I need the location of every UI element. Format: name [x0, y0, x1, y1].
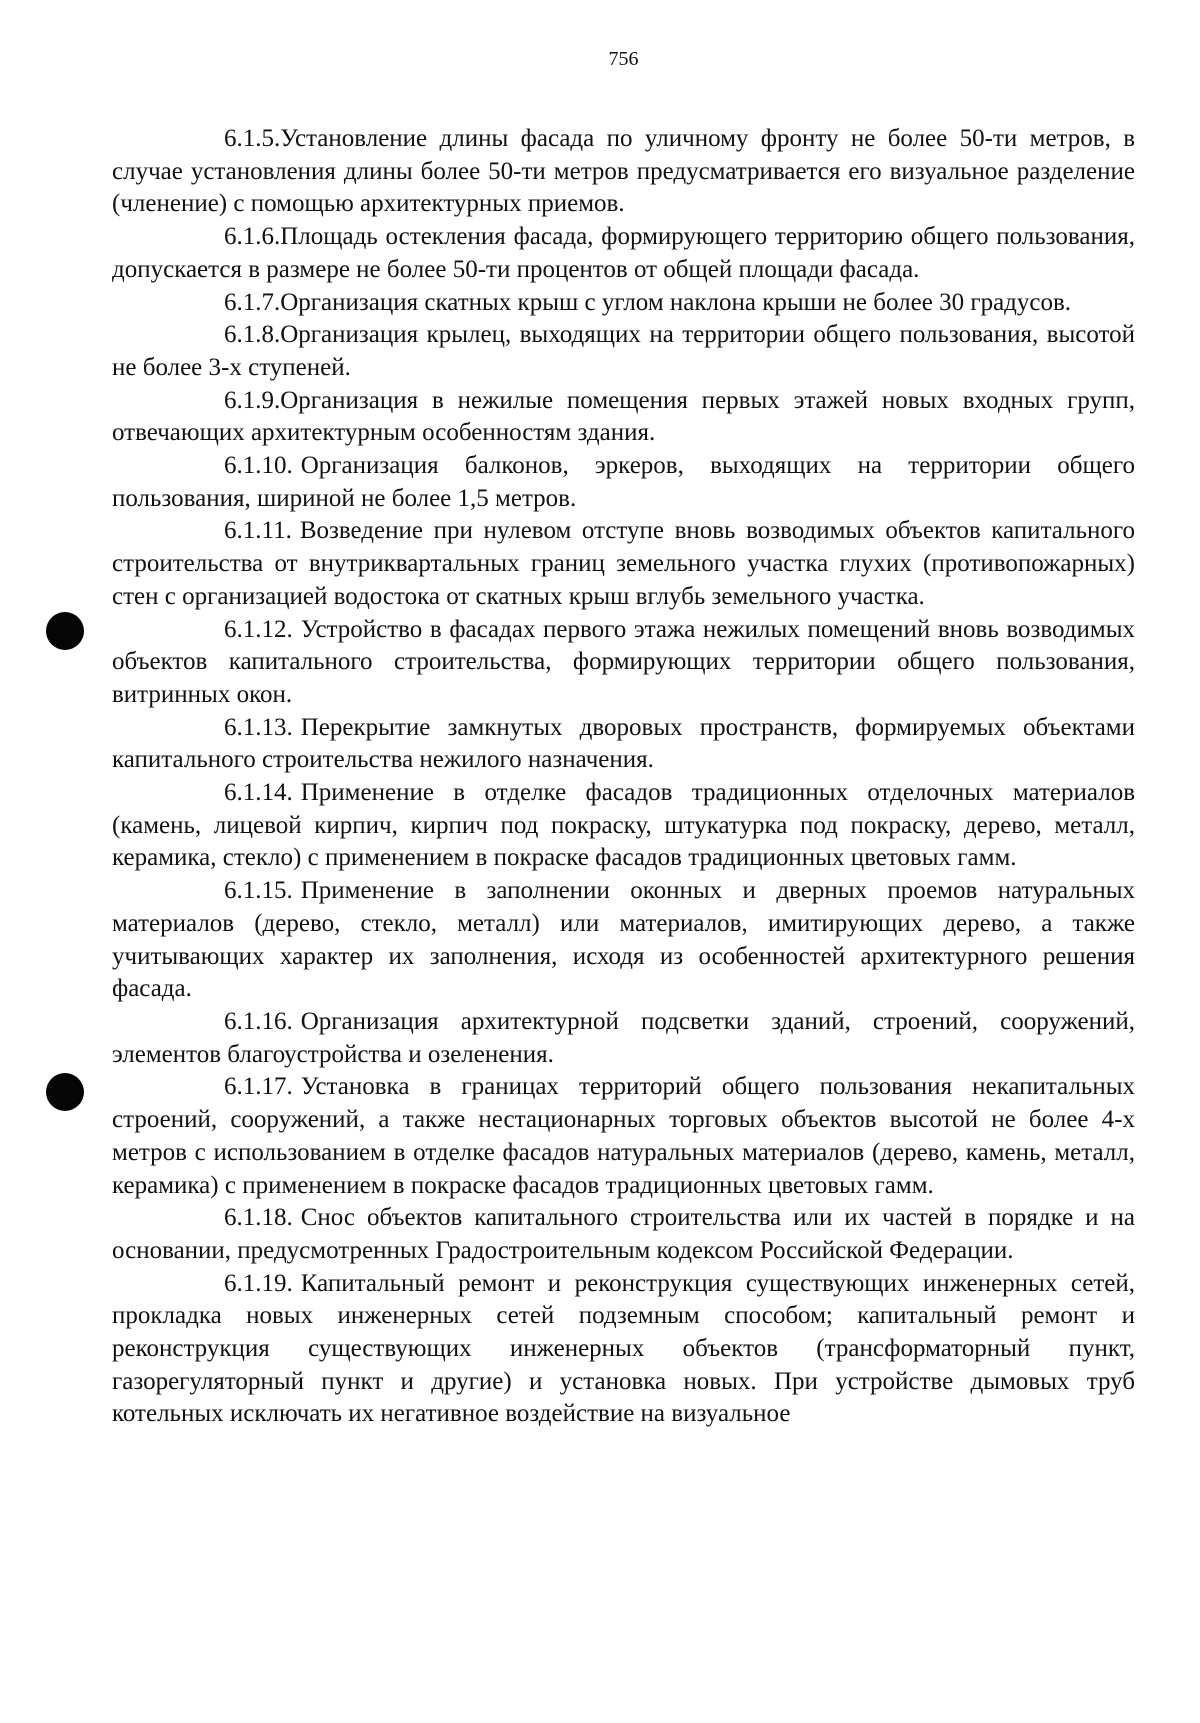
clause-text: Организация балконов, эркеров, выходящих на территории общего пользования, шириной не более 1,5 метров.: [112, 452, 1135, 512]
clause-text: Площадь остекления фасада, формирующего территорию общего пользования, допускается в размере не более 50-ти процентов от общей площади фасада.: [112, 223, 1135, 283]
clause-text: Возведение при нулевом отступе вновь возводимых объектов капитального строительства от внутриквартальных границ земельного участка глухих (противопожарных) стен с организацией водостока от скатных крыш вглубь земельного участка.: [112, 517, 1135, 610]
clause-6-1-6: [112, 221, 1135, 286]
clause-number: 6.1.11.: [224, 517, 292, 545]
clause-number: 6.1.15.: [224, 877, 293, 905]
clause-6-1-12: [112, 614, 1135, 712]
clause-text: Устройство в фасадах первого этажа нежилых помещений вновь возводимых объектов капитального строительства, формирующих территории общего пользования, витринных окон.: [112, 615, 1135, 708]
page-number: 756: [608, 48, 639, 70]
clause-number: 6.1.12.: [224, 615, 293, 643]
clause-text: Организация скатных крыш с углом наклона крыши не более 30 градусов.: [280, 288, 1072, 316]
clause-number: 6.1.16.: [224, 1007, 293, 1035]
clause-6-1-19: [112, 1268, 1135, 1432]
clause-text: Установление длины фасада по уличному фронту не более 50-ти метров, в случае установления длины более 50-ти метров предусматривается его визуальное разделение (членение) с помощью архитектурных приемов.: [112, 125, 1135, 218]
punch-hole-mark: [46, 1073, 84, 1111]
clause-6-1-17: [112, 1071, 1135, 1202]
clause-6-1-10: [112, 450, 1135, 515]
clause-number: 6.1.8.: [224, 321, 281, 349]
clause-number: 6.1.17.: [224, 1073, 293, 1101]
clause-text: Применение в отделке фасадов традиционных отделочных материалов (камень, лицевой кирпич, кирпич под покраску, штукатурка под покраску, дерево, металл, керамика, стекло) с применением в покраске фасадов традиционных цветовых гамм.: [112, 779, 1135, 872]
clause-text: Снос объектов капитального строительства или их частей в порядке и на основании, предусмотренных Градостроительным кодексом Российской Федерации.: [112, 1204, 1135, 1264]
clause-6-1-11: [112, 515, 1135, 613]
document-body: [112, 123, 1135, 1431]
clause-6-1-5: [112, 123, 1135, 221]
clause-6-1-14: [112, 777, 1135, 875]
clause-text: Капитальный ремонт и реконструкция существующих инженерных сетей, прокладка новых инженерных сетей подземным способом; капитальный ремонт и реконструкция существующих инженерных объектов (трансформаторный пункт, газорегуляторный пункт и другие) и установка новых. При устройстве дымовых труб котельных исключать их негативное воздействие на визуальное: [112, 1269, 1135, 1428]
clause-6-1-18: [112, 1202, 1135, 1267]
clause-6-1-7: [112, 287, 1135, 320]
clause-text: Применение в заполнении оконных и дверных проемов натуральных материалов (дерево, стекло, металл) или материалов, имитирующих дерево, а также учитывающих характер их заполнения, исходя из особенностей архитектурного решения фасада.: [112, 877, 1135, 1003]
clause-number: 6.1.5.: [224, 125, 281, 152]
clause-6-1-13: [112, 712, 1135, 777]
clause-text: Установка в границах территорий общего пользования некапитальных строений, сооружений, а также нестационарных торговых объектов высотой не более 4-х метров с использованием в отделке фасадов натуральных материалов (дерево, камень, металл, керамика) с применением в покраске фасадов традиционных цветовых гамм.: [112, 1073, 1135, 1199]
clause-number: 6.1.10.: [224, 452, 293, 480]
clause-6-1-8: [112, 319, 1135, 384]
clause-number: 6.1.14.: [224, 779, 293, 807]
clause-6-1-9: [112, 385, 1135, 450]
clause-6-1-16: [112, 1006, 1135, 1071]
clause-number: 6.1.18.: [224, 1204, 293, 1232]
clause-text: Организация крылец, выходящих на территории общего пользования, высотой не более 3-х ступеней.: [112, 321, 1135, 381]
clause-number: 6.1.13.: [224, 713, 293, 741]
punch-hole-mark: [46, 612, 84, 650]
clause-6-1-15: [112, 875, 1135, 1006]
clause-number: 6.1.19.: [224, 1269, 293, 1297]
clause-text: Организация архитектурной подсветки зданий, строений, сооружений, элементов благоустройства и озеленения.: [112, 1007, 1135, 1068]
clause-text: Перекрытие замкнутых дворовых пространств, формируемых объектами капитального строительства нежилого назначения.: [112, 713, 1135, 774]
clause-number: 6.1.7.: [224, 288, 281, 316]
clause-number: 6.1.9.: [224, 386, 281, 414]
clause-text: Организация в нежилые помещения первых этажей новых входных групп, отвечающих архитектурным особенностям здания.: [112, 386, 1135, 447]
clause-number: 6.1.6.: [224, 223, 281, 251]
